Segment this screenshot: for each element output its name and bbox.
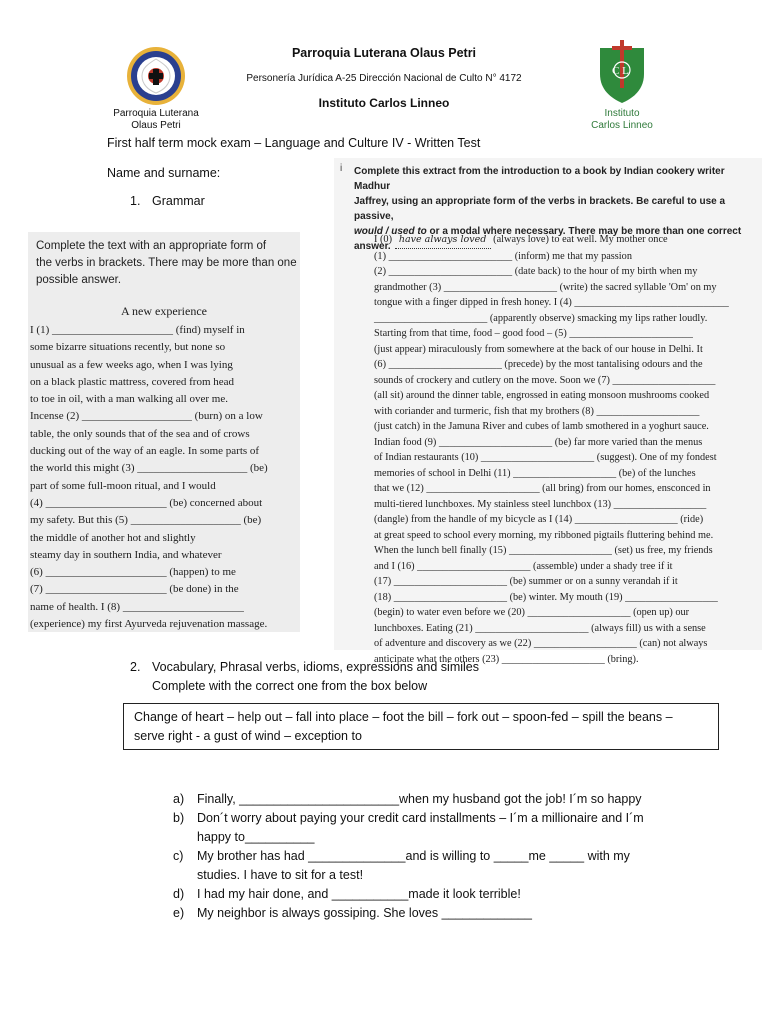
parish-title: Parroquia Luterana Olaus Petri: [291, 46, 477, 60]
item-letter: a): [173, 792, 185, 806]
item-text: studies. I have to sit for a test!: [197, 868, 364, 882]
item-e: [173, 904, 673, 923]
extract-line-0: [374, 232, 754, 249]
item-text: I had my hair done, and ___________made it look terrible!: [197, 887, 521, 901]
exercise-items: [173, 790, 673, 923]
extract-line: tongue with a finger dipped in fresh honey. I (4) ______________________________: [374, 297, 729, 308]
item-text: My neighbor is always gossiping. She loves _____________: [197, 906, 532, 920]
crest-letters: C L: [612, 65, 629, 77]
extract-line: memories of school in Delhi (11) ____________________ (be) of the lunches: [374, 467, 696, 479]
left-instruction-line: Complete the text with an appropriate form of: [36, 240, 267, 252]
story-line: part of some full-moon ritual, and I would: [30, 479, 216, 492]
right-logo-caption-1: Instituto: [604, 108, 640, 119]
word-box-line: Change of heart – help out – fall into place – foot the bill – fork out – spoon-fed – spill the beans –: [134, 710, 673, 724]
right-logo-caption-2: Carlos Linneo: [591, 120, 653, 131]
extract-line: with coriander and turmeric, fish that my brothers (8) ____________________: [374, 405, 700, 417]
item-text: My brother has had ______________and is willing to _____me _____ with my: [197, 849, 630, 863]
right-instruction-line: Jaffrey, using an appropriate form of the verbs in brackets. Be careful to use a passive,: [354, 196, 726, 222]
extract-text: [374, 232, 754, 667]
item-letter: d): [173, 887, 185, 901]
item-d: [173, 885, 673, 904]
story-line: Incense (2) ____________________ (burn) on a low: [30, 410, 263, 423]
story-line: table, the only sounds that of the sea and of crows: [30, 427, 250, 440]
extract-line: ______________________ (apparently observe) smacking my lips rather loudly.: [374, 312, 708, 324]
extract-line: multi-tiered lunchboxes. My stainless steel lunchbox (13) __________________: [374, 498, 707, 510]
left-logo-caption-2: Olaus Petri: [131, 120, 181, 131]
extract-line: (just catch) in the Jamuna River and cubes of lamb smothered in a yoghurt sauce.: [374, 421, 709, 432]
extract-line: (18) ______________________ (be) winter. My mouth (19) __________________: [374, 591, 718, 603]
story-line: ducking out of the way of an eagle. In some parts of: [30, 445, 260, 458]
instruction-italic: would / used to: [354, 226, 427, 237]
extract-line: lunchboxes. Eating (21) ______________________ (always fill) us with a sense: [374, 622, 706, 634]
item-text: happy to__________: [197, 830, 315, 844]
exam-title: First half term mock exam – Language and Culture IV - Written Test: [107, 136, 481, 150]
extract-line: Starting from that time, food – good food – (5) ________________________: [374, 328, 693, 339]
section2-heading: [130, 658, 479, 696]
extract-line: sounds of crockery and cutlery on the move. Soon we (7) ____________________: [374, 374, 716, 386]
legal-registration: Personería Jurídica A-25 Dirección Nacional de Culto N° 4172: [246, 73, 522, 84]
item-letter: b): [173, 811, 185, 825]
left-instruction-line: the verbs in brackets. There may be more than one: [36, 257, 297, 269]
institute-crest-logo: [597, 40, 647, 104]
left-instruction-line: possible answer.: [36, 274, 122, 286]
institute-name: Instituto Carlos Linneo: [318, 96, 450, 110]
story-line: (6) ______________________ (happen) to me: [30, 566, 236, 579]
story-line: my safety. But this (5) ____________________ (be): [30, 514, 262, 527]
story-line: name of health. I (8) ______________________: [30, 600, 244, 613]
extract-line: (all sit) around the dinner table, engrossed in eating monsoon mushrooms cooked: [374, 390, 710, 401]
extract-line: Indian food (9) ______________________ (be) far more varied than the menus: [374, 436, 703, 448]
story-line: on a black plastic mattress, covered from head: [30, 375, 235, 388]
story-line: (4) ______________________ (be) concerned about: [30, 496, 263, 509]
word-box-line: serve right - a gust of wind – exception to: [134, 729, 362, 743]
right-instruction-line: Complete this extract from the introduction to a book by Indian cookery writer Madhur: [354, 166, 725, 192]
extract-line-pre: I (0): [374, 234, 395, 245]
extract-line: that we (12) ______________________ (all bring) from our homes, ensconced in: [374, 483, 711, 494]
story-line: the world this might (3) ____________________ (be): [30, 462, 268, 475]
extract-line: at great speed to school every morning, my ribboned pigtails fluttering behind me.: [374, 529, 714, 541]
story-line: (experience) my first Ayurveda rejuvenation massage.: [30, 618, 268, 631]
story-line: I (1) ______________________ (find) myself in: [30, 324, 245, 336]
item-a: [173, 790, 673, 809]
extract-line: (1) ________________________ (inform) me that my passion: [374, 250, 632, 262]
story-line: steamy day in southern India, and whatever: [30, 548, 222, 561]
extract-line: (6) ______________________ (precede) by the most tantalising odours and the: [374, 359, 703, 370]
item-letter: c): [173, 849, 184, 863]
extract-line: anticipate what the others (23) ____________________ (bring).: [374, 653, 639, 665]
left-logo-caption-1: Parroquia Luterana: [113, 108, 199, 119]
extract-line: (2) ________________________ (date back) to the hour of my birth when my: [374, 266, 698, 277]
extract-line: grandmother (3) ______________________ (write) the sacred syllable 'Om' on my: [374, 281, 717, 293]
handwritten-answer: have always loved: [395, 232, 491, 249]
instruction-rest: or a modal where necessary. There may be more than one correct answer.: [354, 226, 742, 252]
extract-line: of Indian restaurants (10) ______________________ (suggest). One of my fondest: [374, 452, 717, 463]
story-line: some bizarre situations recently, but none so: [30, 341, 226, 354]
extract-line: (dangle) from the handle of my bicycle as I (14) ____________________ (ride): [374, 514, 704, 525]
extract-line: (just appear) miraculously from somewhere at the back of our house in Delhi. It: [374, 343, 703, 355]
section1-heading: Grammar: [152, 194, 205, 208]
section2-number: 2.: [130, 660, 141, 674]
left-exercise-instruction: [36, 238, 298, 289]
story-line: to toe in oil, with a man walking all over me.: [30, 393, 228, 406]
section2-title: Vocabulary, Phrasal verbs, idioms, expressions and similes: [152, 660, 479, 674]
story-line: unusual as a few weeks ago, when I was lying: [30, 358, 233, 371]
extract-line-post: (always love) to eat well. My mother once: [490, 234, 668, 245]
extract-line: and I (16) ______________________ (assemble) under a shady tree if it: [374, 560, 673, 572]
exercise-marker: i: [340, 163, 343, 174]
item-letter: e): [173, 906, 185, 920]
extract-line: (begin) to water even before we (20) ____________________ (open up) our: [374, 607, 690, 618]
extract-line: When the lunch bell finally (15) ____________________ (set) us free, my friends: [374, 545, 713, 556]
story-line: the middle of another hot and slightly: [30, 531, 196, 544]
story-line: (7) ______________________ (be done) in the: [30, 583, 239, 596]
item-c: [173, 847, 673, 885]
item-text: Don´t worry about paying your credit card installments – I´m a millionaire and I´m: [197, 811, 644, 825]
item-text: Finally, _______________________when my husband got the job! I´m so happy: [197, 792, 642, 806]
name-label: Name and surname:: [107, 166, 221, 180]
section1-number: 1.: [130, 194, 141, 208]
story-text: [30, 322, 296, 633]
extract-line: of adventure and discovery as we (22) ____________________ (can) not always: [374, 638, 708, 649]
story-title: A new experience: [121, 304, 207, 318]
extract-line: (17) ______________________ (be) summer or on a sunny verandah if it: [374, 576, 678, 587]
item-b: [173, 809, 673, 847]
word-box: [123, 703, 719, 750]
section2-instruction: Complete with the correct one from the box below: [152, 679, 428, 693]
